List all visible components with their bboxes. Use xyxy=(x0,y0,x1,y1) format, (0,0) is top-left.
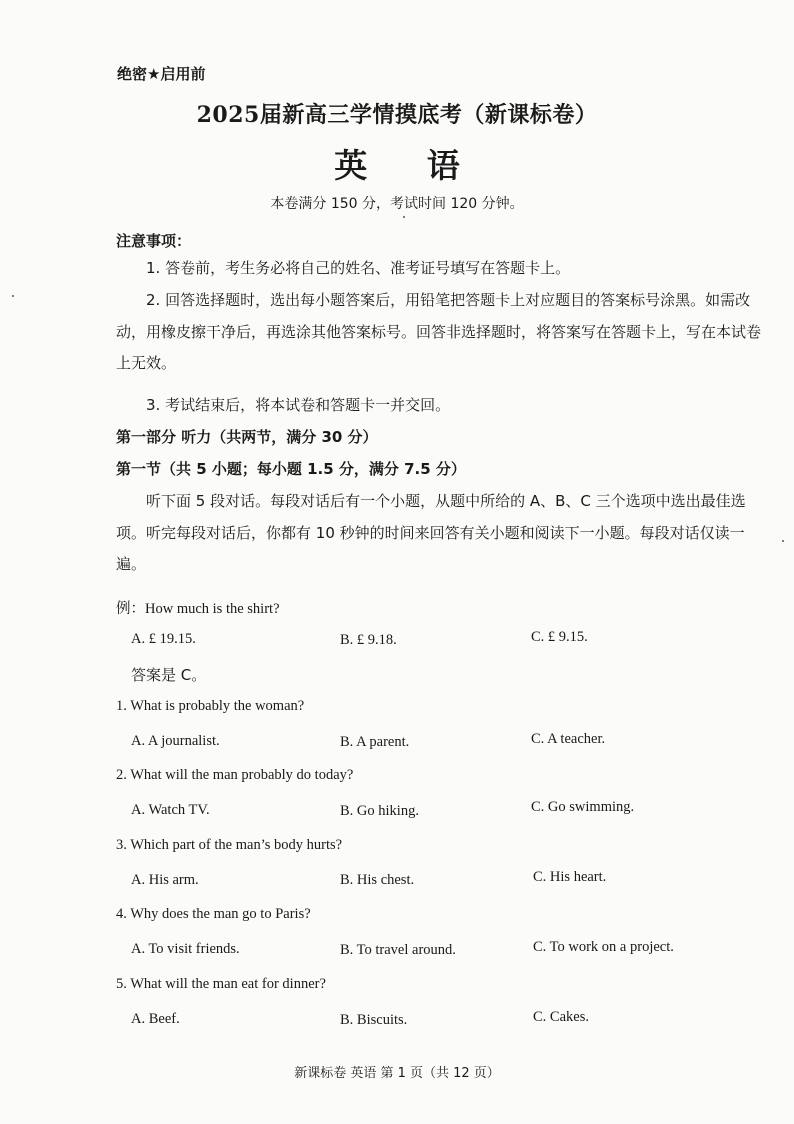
question-3-option-c: C. His heart. xyxy=(533,869,607,885)
question-3-option-a: A. His arm. xyxy=(131,872,199,888)
question-5-option-b: B. Biscuits. xyxy=(340,1012,408,1028)
notice-item-3: 3. 考试结束后，将本试卷和答题卡一并交回。 xyxy=(146,396,451,414)
scan-speck xyxy=(12,295,14,297)
notice-item-2: 2. 回答选择题时，选出每小题答案后，用铅笔把答题卡上对应题目的答案标号涂黑。如需改动，用橡皮擦干净后，再选涂其他答案标号。回答非选择题时，将答案写在答题卡上，写在本试卷上无效。 xyxy=(116,291,762,372)
question-5-option-a: A. Beef. xyxy=(131,1011,180,1027)
question-4-option-a: A. To visit friends. xyxy=(131,941,240,957)
question-2: 2. What will the man probably do today? xyxy=(116,767,354,783)
section1-instructions: 听下面 5 段对话。每段对话后有一个小题，从题中所给的 A、B、C 三个选项中选出最佳选项。听完每段对话后，你都有 10 秒钟的时间来回答有关小题和阅读下一小题。每段对话仅读一遍。 xyxy=(116,492,746,573)
notice-item-1: 1. 答卷前，考生务必将自己的姓名、准考证号填写在答题卡上。 xyxy=(146,259,571,277)
question-2-option-c: C. Go swimming. xyxy=(531,799,635,815)
question-4-option-b: B. To travel around. xyxy=(340,942,456,958)
example-option-a: A. £ 19.15. xyxy=(131,631,196,647)
score-time-line: 本卷满分 150 分，考试时间 120 分钟。 xyxy=(270,196,524,212)
subject-title: 英 语 xyxy=(334,146,484,185)
example-answer: 答案是 C。 xyxy=(131,666,207,684)
section1-title: 第一节（共 5 小题；每小题 1.5 分，满分 7.5 分） xyxy=(116,460,466,478)
question-1-option-c: C. A teacher. xyxy=(531,731,606,747)
exam-title: 2025届新高三学情摸底考（新课标卷） xyxy=(196,102,598,128)
scan-speck xyxy=(403,216,405,218)
question-4-option-c: C. To work on a project. xyxy=(533,939,674,955)
confidential-mark: 绝密★启用前 xyxy=(117,65,206,83)
part1-title: 第一部分 听力（共两节，满分 30 分） xyxy=(116,428,378,446)
page-footer: 新课标卷 英语 第 1 页（共 12 页） xyxy=(294,1066,500,1081)
question-2-option-a: A. Watch TV. xyxy=(131,802,210,818)
question-5: 5. What will the man eat for dinner? xyxy=(116,976,326,992)
example-option-b: B. £ 9.18. xyxy=(340,632,397,648)
question-3: 3. Which part of the man’s body hurts? xyxy=(116,837,343,853)
scan-speck xyxy=(782,540,784,542)
question-1: 1. What is probably the woman? xyxy=(116,698,305,714)
example-option-c: C. £ 9.15. xyxy=(531,629,588,645)
question-2-option-b: B. Go hiking. xyxy=(340,803,419,819)
question-3-option-b: B. His chest. xyxy=(340,872,415,888)
example-question: 例：How much is the shirt? xyxy=(116,601,280,617)
question-1-option-a: A. A journalist. xyxy=(131,733,220,749)
notice-heading: 注意事项： xyxy=(116,232,192,250)
question-5-option-c: C. Cakes. xyxy=(533,1009,589,1025)
question-1-option-b: B. A parent. xyxy=(340,734,410,750)
question-4: 4. Why does the man go to Paris? xyxy=(116,906,311,922)
